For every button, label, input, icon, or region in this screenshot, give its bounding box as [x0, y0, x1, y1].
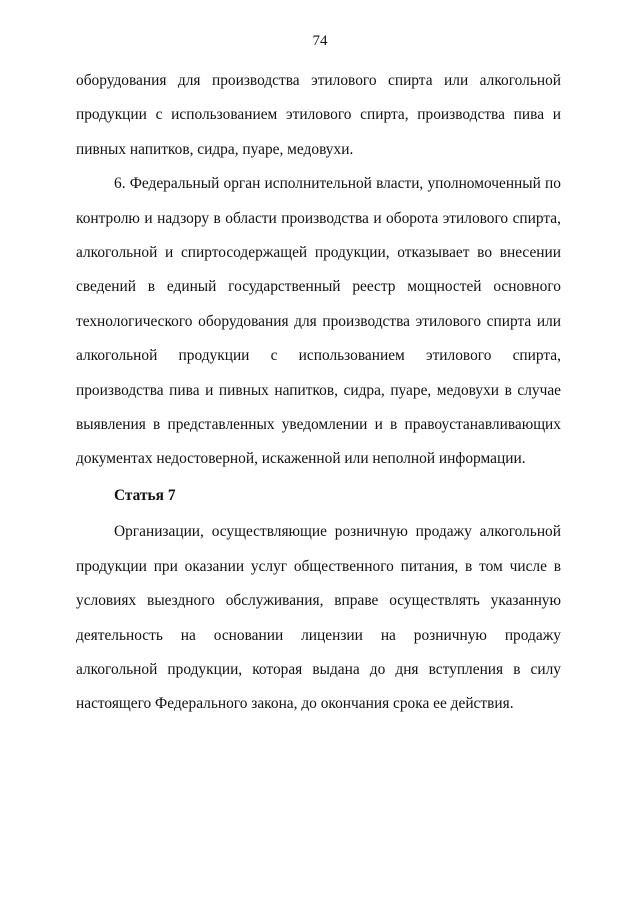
paragraph-continued: оборудования для производства этилового спирта или алкогольной продукции с использованием этилового спирта, производства пива и пивных напитков, сидра, пуаре, медовухи. [76, 72, 561, 158]
document-body [76, 64, 561, 722]
paragraph-6: 6. Федеральный орган исполнительной власти, уполномоченный по контролю и надзору в области производства и оборота этилового спирта, алкогольной и спиртосодержащей продукции, отказывает во внесении сведений в единый государственный реестр мощностей основного технологического оборудования для производства этилового спирта или алкогольной продукции с использованием этилового спирта, производства пива и пивных напитков, сидра, пуаре, медовухи в случае выявления в представленных уведомлении и в правоустанавливающих документах недостоверной, искаженной или неполной информации. [76, 175, 561, 468]
page-number: 74 [312, 33, 328, 49]
article-7-heading: Статья 7 [114, 486, 176, 504]
article-7-paragraph: Организации, осуществляющие розничную продажу алкогольной продукции при оказании услуг общественного питания, в том числе в условиях выездного обслуживания, вправе осуществлять указанную деятельность на основании лицензии на розничную продажу алкогольной продукции, которая выдана до дня вступления в силу настоящего Федерального закона, до окончания срока ее действия. [76, 523, 561, 713]
